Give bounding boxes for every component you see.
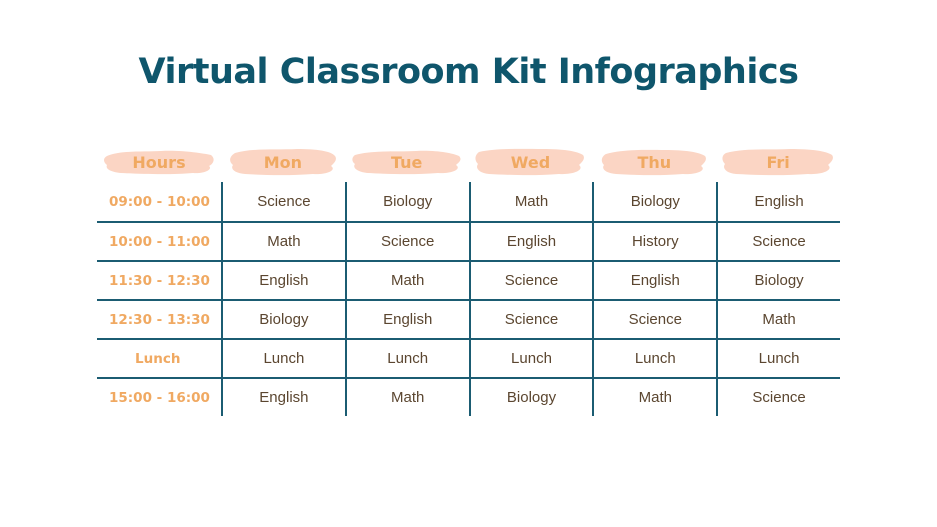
page-title: Virtual Classroom Kit Infographics	[138, 52, 799, 92]
subject-cell: English	[345, 299, 469, 338]
table-row	[97, 182, 840, 221]
table-row	[97, 260, 840, 299]
subject-cell: Math	[345, 260, 469, 299]
subject-cell: History	[592, 221, 716, 260]
subject-cell: Science	[716, 377, 840, 416]
header-label: Tue	[390, 152, 423, 172]
schedule-grid	[97, 182, 840, 416]
subject-cell: Lunch	[345, 338, 469, 377]
subject-cell: Biology	[592, 182, 716, 221]
schedule-table	[97, 142, 840, 416]
subject-cell: English	[221, 377, 345, 416]
subject-cell: Science	[469, 260, 593, 299]
subject-cell: Math	[221, 221, 345, 260]
subject-cell: Science	[716, 221, 840, 260]
hour-cell: 10:00 - 11:00	[97, 221, 221, 260]
header-wed	[469, 142, 593, 182]
hour-cell: 11:30 - 12:30	[97, 260, 221, 299]
hour-cell: 12:30 - 13:30	[97, 299, 221, 338]
header-hours	[97, 142, 221, 182]
header-row	[97, 142, 840, 182]
header-tue	[345, 142, 469, 182]
table-row	[97, 221, 840, 260]
subject-cell: English	[221, 260, 345, 299]
subject-cell: English	[469, 221, 593, 260]
header-thu	[592, 142, 716, 182]
subject-cell: Math	[469, 182, 593, 221]
hour-cell: 15:00 - 16:00	[97, 377, 221, 416]
hour-cell: Lunch	[97, 338, 221, 377]
header-label: Wed	[510, 152, 551, 172]
subject-cell: Science	[345, 221, 469, 260]
hour-cell: 09:00 - 10:00	[109, 193, 210, 210]
subject-cell: Math	[592, 377, 716, 416]
subject-cell: English	[716, 182, 840, 221]
table-row	[97, 299, 840, 338]
header-fri	[716, 142, 840, 182]
subject-cell: Lunch	[221, 338, 345, 377]
table-row	[97, 338, 840, 377]
subject-cell: Science	[221, 182, 345, 221]
header-mon	[221, 142, 345, 182]
subject-cell: Science	[469, 299, 593, 338]
subject-cell: Science	[592, 299, 716, 338]
subject-cell: Lunch	[592, 338, 716, 377]
subject-cell: Lunch	[469, 338, 593, 377]
subject-cell: Biology	[716, 260, 840, 299]
subject-cell: Math	[716, 299, 840, 338]
subject-cell: Biology	[469, 377, 593, 416]
subject-cell: Lunch	[716, 338, 840, 377]
subject-cell: English	[592, 260, 716, 299]
header-label: Fri	[766, 152, 790, 172]
header-label: Hours	[132, 152, 186, 172]
subject-cell: Biology	[221, 299, 345, 338]
header-label: Thu	[637, 152, 672, 172]
table-row	[97, 377, 840, 416]
subject-cell: Math	[345, 377, 469, 416]
header-label: Mon	[263, 152, 303, 172]
subject-cell: Biology	[345, 182, 469, 221]
